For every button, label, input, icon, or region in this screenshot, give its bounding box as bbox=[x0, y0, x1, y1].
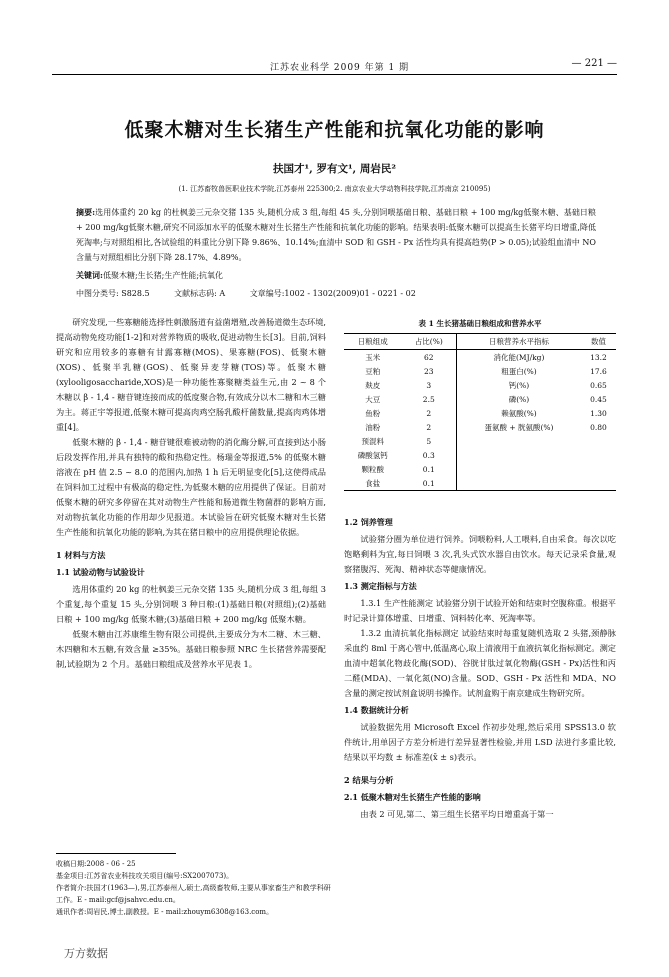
diet-table bbox=[344, 333, 616, 491]
footnotes bbox=[56, 858, 336, 918]
table-cell: 5 bbox=[426, 436, 432, 446]
paragraph-1-3-1: 1.3.1 生产性能测定 试验猪分别于试验开始和结束时空腹称重。根据平时记录计算体增重、日增重、饲料转化率、死淘率等。 bbox=[344, 598, 616, 623]
table-header-row bbox=[344, 334, 616, 350]
table-row bbox=[344, 462, 616, 476]
table-cell: 大豆 bbox=[365, 394, 381, 404]
subsection-heading-1-1: 1.1 试验动物与试验设计 bbox=[56, 567, 145, 577]
table-cell: 3 bbox=[426, 380, 432, 390]
table-cell: 2.5 bbox=[422, 394, 435, 404]
footnote-fund: 基金项目:江苏省农业科技攻关项目(编号:SX2007073)。 bbox=[56, 872, 234, 880]
paragraph-1-2: 试验猪分圈为单位进行饲养。饲喂粉料,人工喂料,自由采食。每次以吃饱略剩料为宜,每日饲喂 3 次,乳头式饮水器自由饮水。每天记录采食量,观察猪腹泻、死淘、精神状态等健康情况。 bbox=[344, 534, 616, 574]
table-cell: 鱼粉 bbox=[365, 408, 381, 418]
paragraph-1-4: 试验数据先用 Microsoft Excel 作初步处理,然后采用 SPSS13.0 软件统计,用单因子方差分析进行差异显著性检验,并用 LSD 法进行多重比较,结果以平均数 ± 标准差(x̄ ± s)表示。 bbox=[344, 722, 616, 762]
table-cell: 23 bbox=[423, 366, 434, 376]
table-cell: 食盐 bbox=[344, 476, 402, 491]
table-cell: 2 bbox=[426, 408, 432, 418]
table-cell: 磷(%) bbox=[457, 392, 581, 406]
section-heading-results: 2 结果与分析 bbox=[344, 775, 394, 785]
table-caption: 表 1 生长猪基础日粮组成和营养水平 bbox=[418, 319, 542, 328]
table-header-cell: 数值 bbox=[581, 334, 616, 350]
running-header: 江苏农业科学 2009 年第 1 期 bbox=[270, 63, 410, 73]
paper-title: 低聚木糖对生长猪生产性能和抗氧化功能的影响 bbox=[124, 119, 545, 141]
table-row bbox=[344, 448, 616, 462]
article-number: 文章编号:1002 - 1302(2009)01 - 0221 - 02 bbox=[249, 289, 416, 298]
table-cell: 1.30 bbox=[590, 408, 607, 418]
paragraph-1-3-2: 1.3.2 血清抗氧化指标测定 试验结束时每重复随机选取 2 头猪,颈静脉采血约 8ml 于离心管中,低温离心,取上清液用于血液抗氧化指标测定。测定血清中超氧化物歧化酶(SOD)、谷胱甘肽过氧化物酶(GSH - Px)活性和丙二醛(MDA)、一氧化氮(NO)含量。SOD、GSH - Px 活性和 MDA、NO 含量的测定按试剂盒说明书操作。试剂盒购于南京建成生物研究所。 bbox=[344, 628, 616, 698]
table-cell: 磷酸氢钙 bbox=[357, 450, 388, 460]
table-cell: 麸皮 bbox=[365, 380, 381, 390]
table-cell bbox=[581, 448, 616, 462]
table-cell: 62 bbox=[423, 352, 434, 362]
table-cell: 豆粕 bbox=[365, 366, 381, 376]
abstract-text: 选用体重约 20 kg 的杜枫姜三元杂交猪 135 头,随机分成 3 组,每组 45 头,分别饲喂基础日粮、基础日粮 + 100 mg/kg低聚木糖、基础日粮 + 200 mg/kg低聚木糖,研究不同添加水平的低聚木糖对生长猪生产性能和抗氧化功能的影响。结果表明:低聚木糖可以提高生长猪平均日增重,降低死淘率;与对照组相比,各试验组的料重比分别下降 9.86%、10.14%;血清中 SOD 和 GSH - Px 活性均具有提高趋势(P > 0.05);试验组血清中 NO 含量与对照组相比分别下降 28.17%、4.89%。 bbox=[76, 208, 597, 262]
table-cell: 0.1 bbox=[402, 476, 457, 491]
header-rule bbox=[52, 74, 617, 75]
paragraph-1-1b: 低聚木糖由江苏康维生物有限公司提供,主要成分为木二糖、木三糖、木四糖和木五糖,有效含量 ≥35%。基础日粮参照 NRC 生长猪营养需要配制,试验期为 2 个月。基础日粮组成及营养水平见表 1。 bbox=[56, 629, 326, 669]
footnote-author: 作者简介:扶国才(1963—),男,江苏泰州人,硕士,高级畜牧师,主要从事家畜生产和教学科研工作。E - mail:gcf@jsahvc.edu.cn。 bbox=[56, 884, 331, 904]
clc-number: 中图分类号: S828.5 bbox=[76, 289, 150, 298]
table-cell: 0.1 bbox=[422, 464, 435, 474]
table-cell bbox=[581, 434, 616, 448]
table-cell: 0.65 bbox=[590, 380, 607, 390]
right-column bbox=[344, 513, 616, 822]
intro-paragraph-2: 低聚木糖的 β - 1,4 - 糖苷键很难被动物的消化酶分解,可直接到达小肠后段发挥作用,并具有独特的酸和热稳定性。杨瑞金等报道,5% 的低聚木糖溶液在 pH 值 2.5 ~ 8.0 的范围内,加热 1 h 后无明显变化[5],这使得成品在饲料加工过程中有极高的稳定性,为低聚木糖的应用提供了保证。目前对低聚木糖的研究多停留在其对动物生产性能和肠道微生物菌群的影响方面,对动物抗氧化功能的作用却少见报道。本试验旨在研究低聚木糖对生长猪生产性能和抗氧化功能的影响,为其在猪日粮中的应用提供理论依据。 bbox=[56, 437, 326, 537]
keywords bbox=[76, 270, 223, 281]
table-row bbox=[344, 420, 616, 434]
table-row bbox=[344, 392, 616, 406]
table-cell: 0.45 bbox=[590, 394, 607, 404]
table-cell bbox=[581, 462, 616, 476]
table-cell: 玉米 bbox=[365, 352, 381, 362]
table-cell: 0.80 bbox=[590, 422, 607, 432]
table-header-cell: 日粮营养水平指标 bbox=[457, 334, 581, 350]
table-cell: 赖氨酸(%) bbox=[457, 406, 581, 420]
table-cell: 消化能(MJ/kg) bbox=[457, 350, 581, 365]
left-column bbox=[56, 315, 326, 672]
table-cell: 油粉 bbox=[365, 422, 381, 432]
table-cell bbox=[457, 476, 581, 491]
abstract bbox=[76, 205, 596, 265]
paragraph-2-1: 由表 2 可见,第二、第三组生长猪平均日增重高于第一 bbox=[360, 809, 554, 819]
table-cell bbox=[581, 476, 616, 491]
page-number: — 221 — bbox=[571, 58, 617, 69]
subsection-heading-1-4: 1.4 数据统计分析 bbox=[344, 705, 409, 715]
table-cell: 0.3 bbox=[422, 450, 435, 460]
classification-line bbox=[76, 288, 438, 299]
subsection-heading-1-2: 1.2 饲养管理 bbox=[344, 517, 393, 527]
table-cell: 颗粒酸 bbox=[361, 464, 385, 474]
affiliation: (1. 江苏畜牧兽医职业技术学院,江苏泰州 225300;2. 南京农业大学动物科技学院,江苏南京 210095) bbox=[178, 185, 491, 193]
keywords-text: 低聚木糖;生长猪;生产性能;抗氧化 bbox=[102, 271, 224, 280]
table-cell: 预混料 bbox=[361, 436, 385, 446]
table-1 bbox=[344, 318, 616, 491]
table-row bbox=[344, 476, 616, 491]
table-cell: 粗蛋白(%) bbox=[457, 364, 581, 378]
table-row bbox=[344, 350, 616, 365]
subsection-heading-2-1: 2.1 低聚木糖对生长猪生产性能的影响 bbox=[344, 792, 481, 802]
table-header-cell: 日粮组成 bbox=[344, 334, 402, 350]
table-cell bbox=[457, 462, 581, 476]
watermark: 万方数据 bbox=[64, 947, 108, 960]
section-heading-methods: 1 材料与方法 bbox=[56, 550, 106, 560]
table-cell: 13.2 bbox=[590, 352, 607, 362]
table-row bbox=[344, 434, 616, 448]
table-cell: 17.6 bbox=[590, 366, 607, 376]
paragraph-1-1: 选用体重约 20 kg 的杜枫姜三元杂交猪 135 头,随机分成 3 组,每组 3 个重复,每个重复 15 头,分别饲喂 3 种日粮:(1)基础日粮(对照组);(2)基础日粮 + 100 mg/kg 低聚木糖;(3)基础日粮 + 200 mg/kg 低聚木糖。 bbox=[56, 584, 326, 624]
footnote-rule bbox=[56, 853, 176, 854]
author-list: 扶国才¹, 罗有文¹, 周岩民² bbox=[273, 163, 396, 175]
subsection-heading-1-3: 1.3 测定指标与方法 bbox=[344, 581, 417, 591]
table-row bbox=[344, 378, 616, 392]
table-cell bbox=[457, 434, 581, 448]
table-cell: 蛋氨酸 + 胱氨酸(%) bbox=[457, 420, 581, 434]
abstract-label: 摘要: bbox=[76, 207, 96, 217]
doc-code: 文献标志码: A bbox=[174, 289, 226, 298]
table-cell bbox=[457, 448, 581, 462]
table-cell: 钙(%) bbox=[457, 378, 581, 392]
keywords-label: 关键词: bbox=[76, 270, 103, 280]
intro-paragraph-1: 研究发现,一些寡糖能选择性刺激肠道有益菌增殖,改善肠道微生态环境,提高动物免疫功能[1-2]和对营养物质的吸收,促进动物生长[3]。目前,饲料研究和应用较多的寡糖有甘露寡糖(MOS)、果寡糖(FOS)、低聚木糖(XOS)、低聚半乳糖(GOS)、低聚异麦芽糖(TOS)等。低聚木糖(xylooligosaccharide,XOS)是一种功能性寡聚糖类益生元,由 2 ~ 8 个木糖以 β - 1,4 - 糖苷键连接而成的低度聚合物,有效成分以木二糖和木三糖为主。蒋正宇等报道,低聚木糖可提高肉鸡空肠乳酸杆菌数量,提高肉鸡体增重[4]。 bbox=[56, 317, 326, 432]
table-header-cell: 占比(%) bbox=[402, 334, 457, 350]
footnote-corresponding: 通讯作者:周岩民,博士,副教授。E - mail:zhouym6308@163.com。 bbox=[56, 908, 274, 916]
table-row bbox=[344, 364, 616, 378]
table-row bbox=[344, 406, 616, 420]
table-body bbox=[344, 350, 616, 491]
table-cell: 2 bbox=[426, 422, 432, 432]
footnote-received: 收稿日期:2008 - 06 - 25 bbox=[56, 860, 136, 868]
